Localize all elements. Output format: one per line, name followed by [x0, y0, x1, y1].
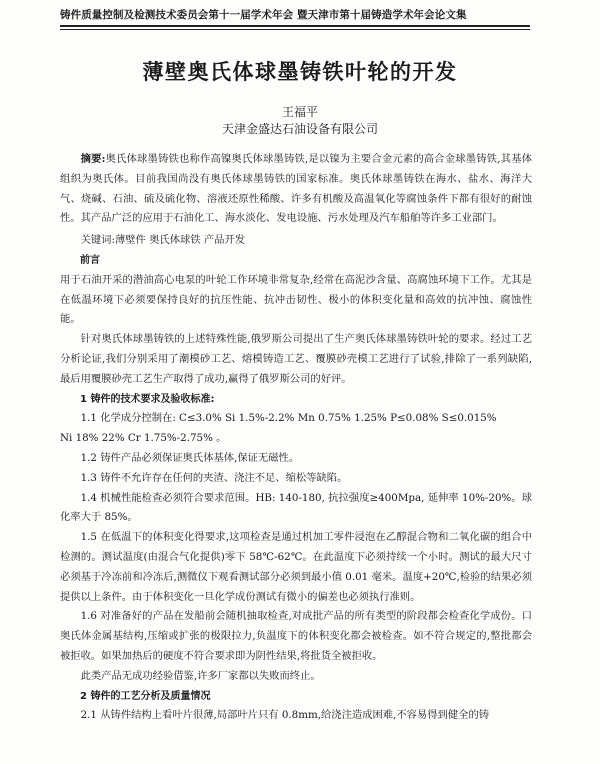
running-head: 铸件质量控制及检测技术委员会第十一届学术年会 暨天津市第十届铸造学术年会论文集: [60, 9, 467, 21]
closing-sentence: 此类产品无成功经验借鉴,许多厂家都以失败而终止。: [80, 669, 321, 682]
paragraph-1: 用于石油开采的潜油高心电泵的叶轮工作环境非常复杂,经常在高泥沙含量、高腐蚀环境下工作。尤其是在低温环境下必须要保持良好的抗压性能、抗冲击韧性、极小的体积变化量和高效的抗冲蚀、腐蚀性能。: [60, 273, 532, 326]
keywords: [60, 231, 532, 251]
author-name: 王福平: [281, 105, 318, 119]
keywords-label: 关键词:: [80, 234, 115, 247]
preface-heading: 前言: [80, 254, 100, 266]
abstract: [60, 150, 532, 229]
clause-1-2: 1.2 铸件产品必须保证奥氏体基体,保证无磁性。: [80, 451, 300, 464]
clause-1-5: 1.5 在低温下的体积变化得要求,这项检查是通过机加工零件浸泡在乙醇混合物和二氧化碳的组合中检测的。测试温度(由混合气化提供)零下 58℃-62℃。在此温度下必须持续一个小时。测试的最大尺寸必须基于冷冻前和冷冻后,测微仪下观看测试部分必须到最小值 0.01 毫米。温度+20℃,检验的结果必须提供以上条件。由于体积变化一旦化学成份测试有微小的偏差也必须执行准则。: [60, 531, 532, 603]
section-2-heading: 2 铸件的工艺分析及质量情况: [80, 690, 211, 702]
section-1-heading: 1 铸件的技术要求及验收标准:: [80, 393, 215, 405]
clause-1-1-line-1: 1.1 化学成分控制在: C≤3.0% Si 1.5%-2.2% Mn 0.75% 1.25% P≤0.08% S≤0.015%: [80, 412, 497, 425]
keywords-text: 薄壁件 奥氏体球铁 产品开发: [114, 234, 246, 247]
clause-2-1: 2.1 从铸件结构上看叶片很薄,局部叶片只有 0.8mm,给浇注造成困难,不容易得到健全的铸: [80, 709, 490, 722]
clause-1-1-line-2: Ni 18% 22% Cr 1.75%-2.75% 。: [60, 432, 227, 445]
header-rule-thin: [60, 29, 530, 30]
clause-1-4: 1.4 机械性能检查必须符合要求范围。HB: 140-180, 抗拉强度≥400Mpa, 延伸率 10%-20%。球化率大于 85%。: [60, 491, 532, 524]
abstract-text: 奥氏体球墨铸铁也称作高镍奥氏体球墨铸铁,是以镍为主要合金元素的高合金球墨铸铁,其基体组织为奥氏体。目前我国尚没有奥氏体球墨铸铁的国家标准。奥氏体球墨铸铁在海水、盐水、海洋大气、烧碱、石油、硫及硫化物、溶液还原性稀酸、许多有机酸及高温氧化等腐蚀条件下都有很好的耐蚀性。其产品广泛的应用于石油化工、海水淡化、发电设施、污水处理及汽车船舶等许多工业部门。: [60, 153, 532, 225]
body-text: [60, 150, 532, 726]
abstract-label: 摘要:: [80, 153, 106, 165]
header-rule-thick: [60, 25, 530, 27]
clause-1-3: 1.3 铸件不允许存在任何的夹渣、浇注不足、缩松等缺陷。: [80, 471, 348, 484]
clause-1-6: 1.6 对准备好的产品在发船前会随机抽取检查,对成批产品的所有类型的阶段都会检查化学成份。口奥氏体金属基结构,压缩或扩张的极限拉力,负温度下的体积变化都会被检查。如不符合规定的,整批都会被拒收。如果加热后的硬度不符合要求即为阴性结果,将批货全被拒收。: [60, 610, 532, 662]
author-affiliation: 天津金盛达石油设备有限公司: [221, 122, 378, 136]
paragraph-2: 针对奥氏体球墨铸铁的上述特殊性能,俄罗斯公司提出了生产奥氏体球墨铸铁叶轮的要求。经过工艺分析论证,我们分别采用了潮模砂工艺、熔模铸造工艺、覆膜砂壳模工艺进行了试验,排除了一系列缺陷,最后用覆膜砂壳工艺生产取得了成功,赢得了俄罗斯公司的好评。: [60, 333, 532, 385]
paper-title: 薄壁奥氏体球墨铸铁叶轮的开发: [142, 60, 458, 84]
